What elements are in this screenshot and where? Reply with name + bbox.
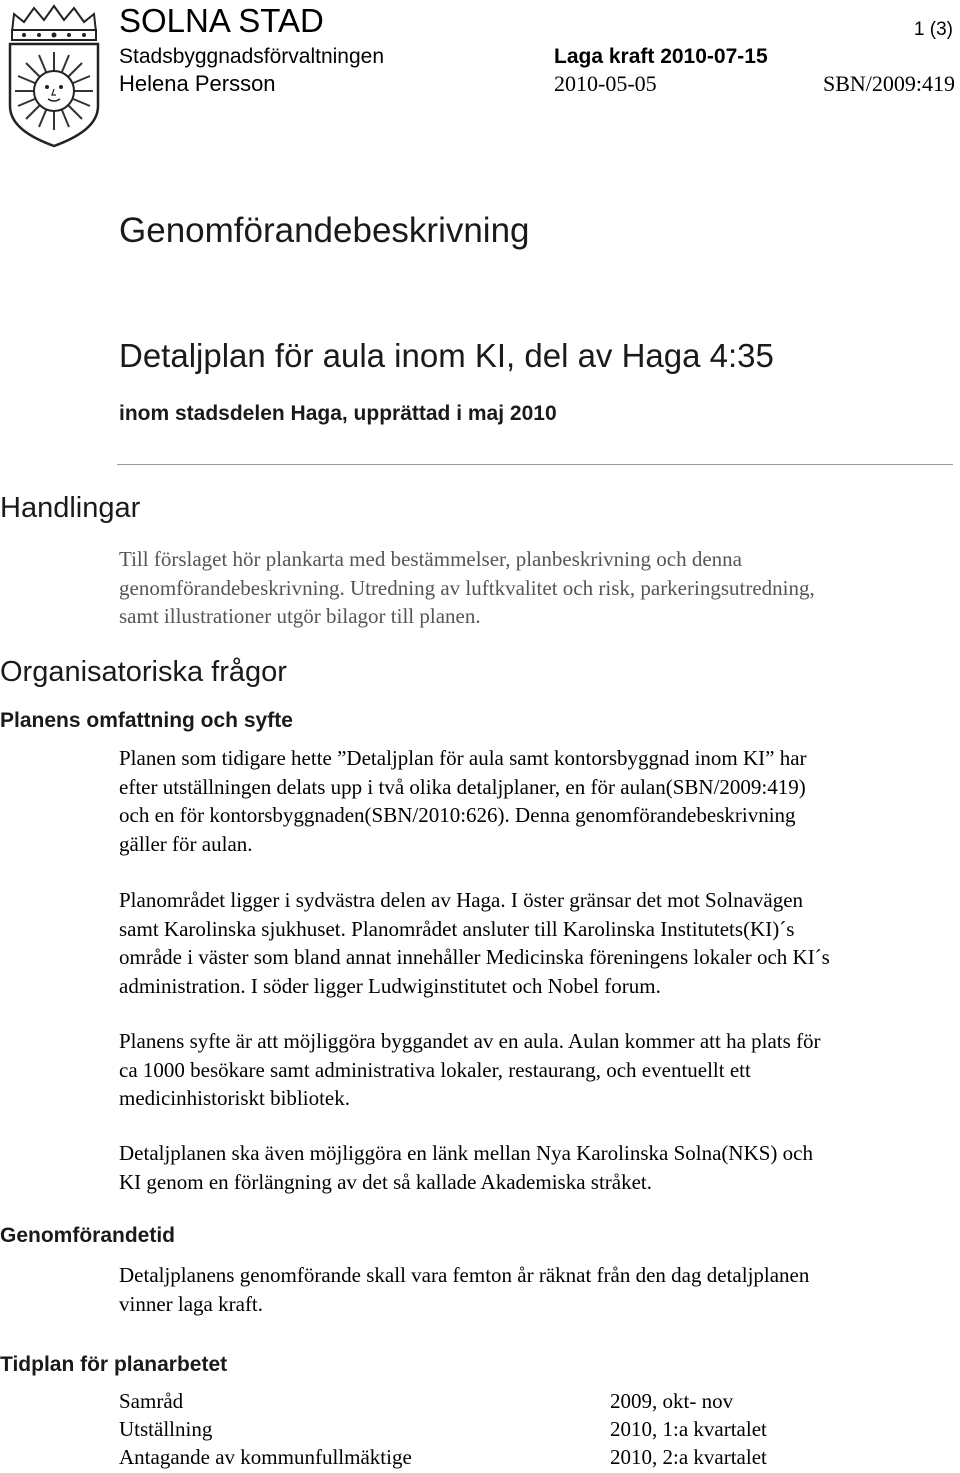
omfattning-paragraph-1 <box>119 744 949 858</box>
text-line: samt illustrationer utgör bilagor till planen. <box>119 604 481 628</box>
schedule-label: Utställning <box>119 1417 213 1441</box>
text-line: efter utställningen delats upp i två olika detaljplaner, en för aulan(SBN/2009:419) <box>119 774 806 799</box>
schedule-value: 2010, 2:a kvartalet <box>610 1445 767 1469</box>
horizontal-divider <box>117 464 953 465</box>
schedule-row <box>119 1445 949 1470</box>
omfattning-heading: Planens omfattning och syfte <box>0 709 293 732</box>
document-type-title: Genomförandebeskrivning <box>119 211 530 250</box>
schedule-value: 2010, 1:a kvartalet <box>610 1417 767 1441</box>
text-line: Detaljplanens genomförande skall vara femton år räknat från den dag detaljplanen <box>119 1263 810 1287</box>
text-line: och en för kontorsbyggnaden(SBN/2010:626). Denna genomförandebeskrivning <box>119 803 796 827</box>
plan-subtitle: inom stadsdelen Haga, upprättad i maj 2010 <box>119 402 557 425</box>
text-line: genomförandebeskrivning. Utredning av luftkvalitet och risk, parkeringsutredning, <box>119 575 815 600</box>
schedule-label: Antagande av kommunfullmäktige <box>119 1445 412 1469</box>
text-line: administration. I söder ligger Ludwiginstitutet och Nobel forum. <box>119 973 661 998</box>
schedule-label: Samråd <box>119 1389 184 1413</box>
schedule-row <box>119 1389 949 1414</box>
omfattning-paragraph-4 <box>119 1139 949 1196</box>
omfattning-paragraph-3 <box>119 1027 949 1113</box>
handlingar-heading: Handlingar <box>0 492 141 524</box>
text-line: samt Karolinska sjukhuset. Planområdet ansluter till Karolinska Institutets(KI)´s <box>119 916 795 941</box>
text-line: Planens syfte är att möjliggöra byggandet av en aula. Aulan kommer att ha plats för <box>119 1029 821 1053</box>
text-line: område i väster som bland annat innehåller Medicinska föreningens lokaler och KI´s <box>119 945 830 969</box>
tidplan-heading: Tidplan för planarbetet <box>0 1353 228 1376</box>
solna-crest-logo <box>4 2 104 148</box>
handlingar-paragraph <box>119 545 949 631</box>
schedule-value: 2009, okt- nov <box>610 1389 734 1413</box>
text-line: Till förslaget hör plankarta med bestämmelser, planbeskrivning och denna <box>119 547 742 571</box>
department-name: Stadsbyggnadsförvaltningen <box>119 45 385 68</box>
text-line: medicinhistoriskt bibliotek. <box>119 1086 350 1110</box>
schedule-row <box>119 1417 949 1442</box>
text-line: ca 1000 besökare samt administrativa lokaler, restaurang, och eventuellt ett <box>119 1057 751 1082</box>
omfattning-paragraph-2 <box>119 886 949 1000</box>
case-number: SBN/2009:419 <box>822 71 955 96</box>
document-date: 2010-05-05 <box>554 71 657 96</box>
text-line: Planområdet ligger i sydvästra delen av Haga. I öster gränsar det mot Solnavägen <box>119 888 804 912</box>
author-name: Helena Persson <box>119 71 276 96</box>
laga-kraft-date: Laga kraft 2010-07-15 <box>554 45 768 68</box>
genomforandetid-paragraph <box>119 1261 949 1318</box>
plan-title: Detaljplan för aula inom KI, del av Haga 4:35 <box>119 337 774 374</box>
genomforandetid-heading: Genomförandetid <box>0 1224 176 1247</box>
text-line: Planen som tidigare hette ”Detaljplan för aula samt kontorsbyggnad inom KI” har <box>119 746 807 770</box>
page-number: 1 (3) <box>913 19 953 40</box>
text-line: vinner laga kraft. <box>119 1291 264 1316</box>
text-line: gäller för aulan. <box>119 831 253 856</box>
text-line: KI genom en förlängning av det så kallade Akademiska stråket. <box>119 1169 652 1194</box>
text-line: Detaljplanen ska även möjliggöra en länk mellan Nya Karolinska Solna(NKS) och <box>119 1141 813 1165</box>
organization-name: SOLNA STAD <box>119 2 324 39</box>
organisatoriska-heading: Organisatoriska frågor <box>0 656 287 688</box>
